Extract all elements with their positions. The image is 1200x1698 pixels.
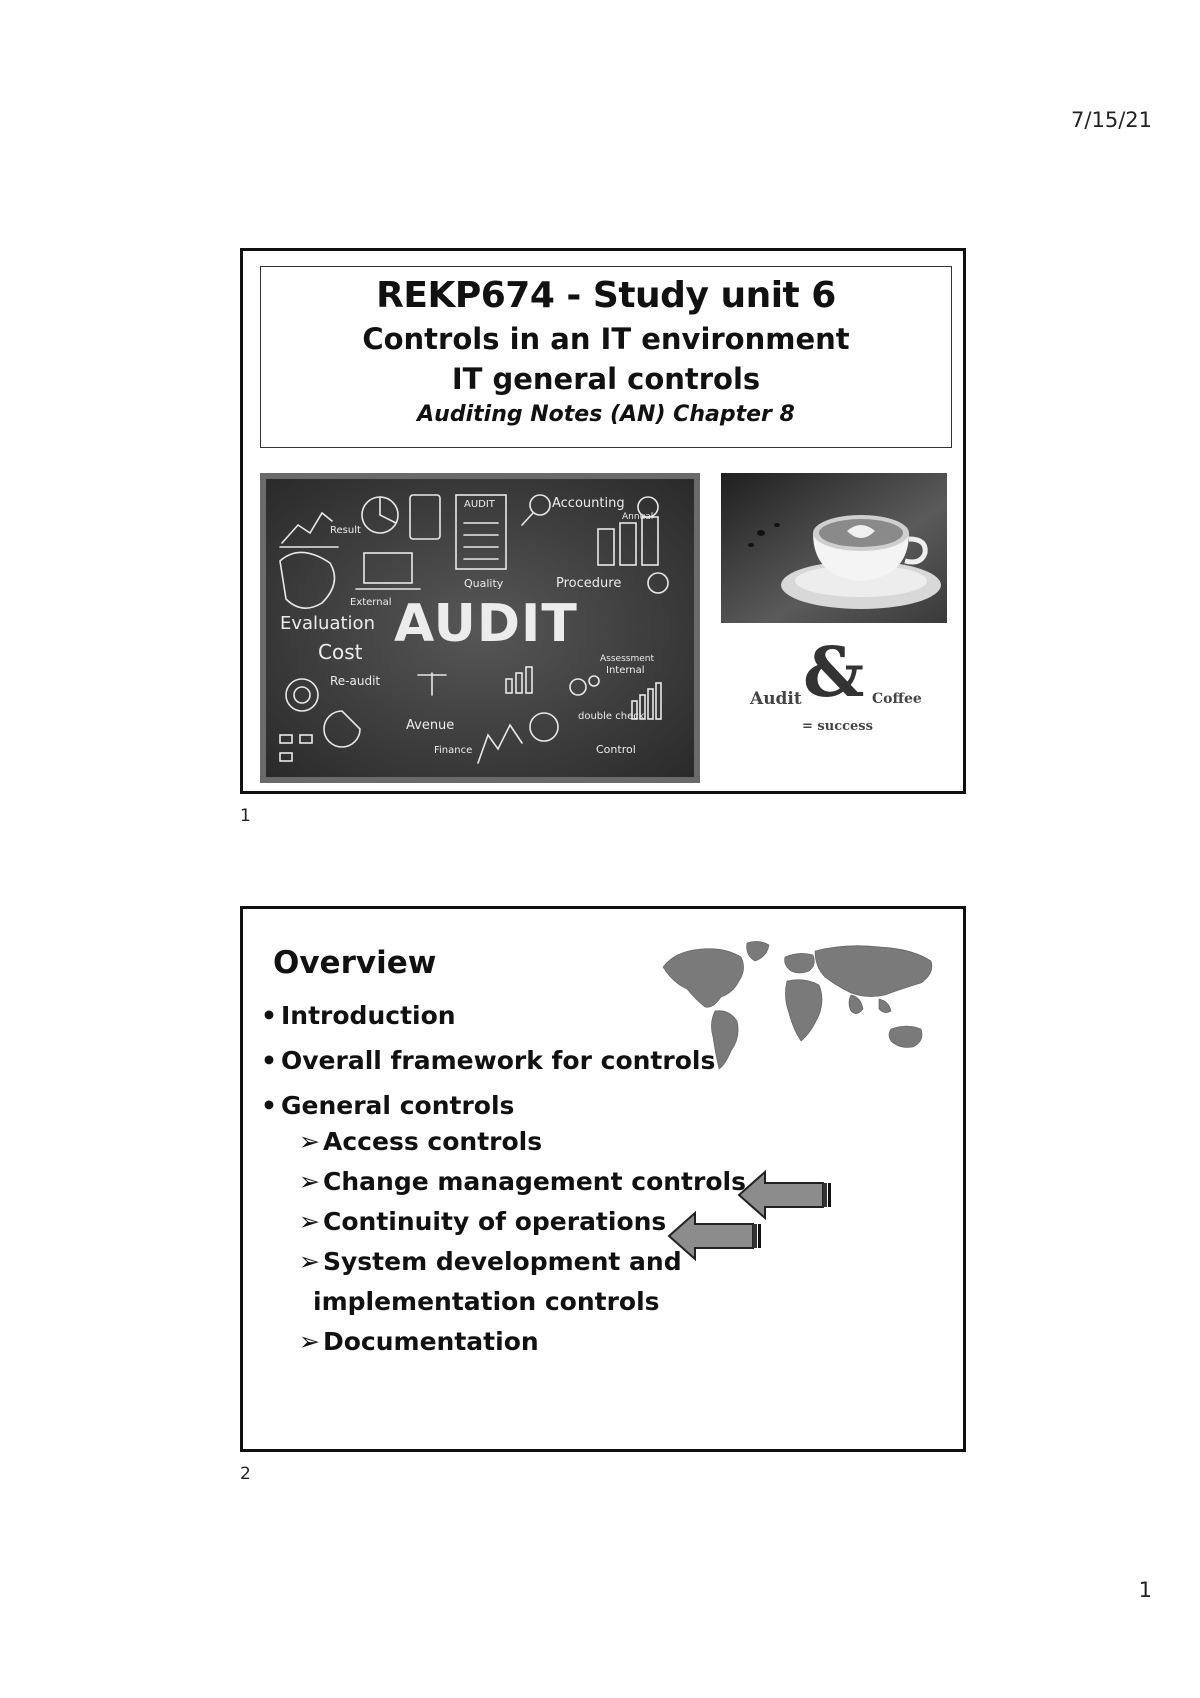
slide-2 [240,906,966,1452]
bullet-dot-icon: • [261,1001,277,1030]
logo-coffee-word: Coffee [872,691,922,707]
page-date: 7/15/21 [1071,108,1152,132]
sub-item-text: Access controls [323,1127,543,1156]
bullet-dot-icon: • [261,1046,277,1075]
sub-item-text: Change management controls [323,1167,746,1196]
slide-subtitle-2: IT general controls [451,362,761,396]
board-word-internal: Internal [606,665,645,676]
slide-title: REKP674 - Study unit 6 [376,275,836,316]
audit-chalkboard-image [260,473,700,783]
board-word-evaluation: Evaluation [280,613,375,634]
bullet-text: Overall framework for controls [281,1046,716,1075]
arrowhead-bullet-icon: ➢ [299,1207,320,1236]
sub-item-text: implementation controls [313,1287,660,1316]
bullet-item [261,1046,746,1075]
sub-item-continuation [261,1286,746,1317]
arrowhead-bullet-icon: ➢ [299,1127,320,1156]
board-word-reaudit: Re-audit [330,674,381,688]
slide-reference: Auditing Notes (AN) Chapter 8 [417,402,795,427]
board-word-avenue: Avenue [406,718,455,733]
board-word-accounting: Accounting [552,496,625,511]
bullet-item [261,1001,746,1030]
sub-item-text: Continuity of operations [323,1207,667,1236]
sub-item [261,1126,746,1157]
board-main-word: AUDIT [394,594,578,654]
bullet-text: Introduction [281,1001,456,1030]
audit-coffee-logo [721,633,947,739]
sub-item [261,1326,746,1357]
page-number: 1 [1138,1578,1152,1602]
board-word-annual: Annual [622,512,654,522]
bullet-text: General controls [281,1091,515,1120]
board-word-procedure: Procedure [556,576,622,591]
arrowhead-bullet-icon: ➢ [299,1167,320,1196]
overview-title: Overview [273,945,437,981]
slide-1 [240,248,966,794]
coffee-cup-image [721,473,947,623]
slide-subtitle: Controls in an IT environment [362,322,850,356]
arrowhead-bullet-icon: ➢ [299,1327,320,1356]
sub-item-text: Documentation [323,1327,539,1356]
left-arrow-icon [667,1210,763,1262]
sub-item-text: System development and [323,1247,682,1276]
bullet-dot-icon: • [261,1091,277,1120]
logo-audit-word: Audit [750,689,802,709]
board-word-cost: Cost [318,640,363,664]
board-word-result: Result [330,525,361,536]
board-word-assessment: Assessment [600,654,654,664]
board-word-control: Control [596,743,636,756]
overview-bullet-list [261,1001,746,1366]
board-word-double-check: double check [578,711,645,722]
board-word-audit-small: AUDIT [464,499,495,510]
bullet-item [261,1091,746,1120]
title-box [260,266,952,448]
slide-number-label: 1 [240,806,251,826]
arrowhead-bullet-icon: ➢ [299,1247,320,1276]
logo-ampersand: & [803,633,865,713]
slide-number-label: 2 [240,1464,251,1484]
board-word-external: External [350,597,392,608]
board-word-finance: Finance [434,745,473,756]
board-word-quality: Quality [464,577,504,590]
logo-success-text: = success [802,719,873,734]
sub-item [261,1166,746,1197]
